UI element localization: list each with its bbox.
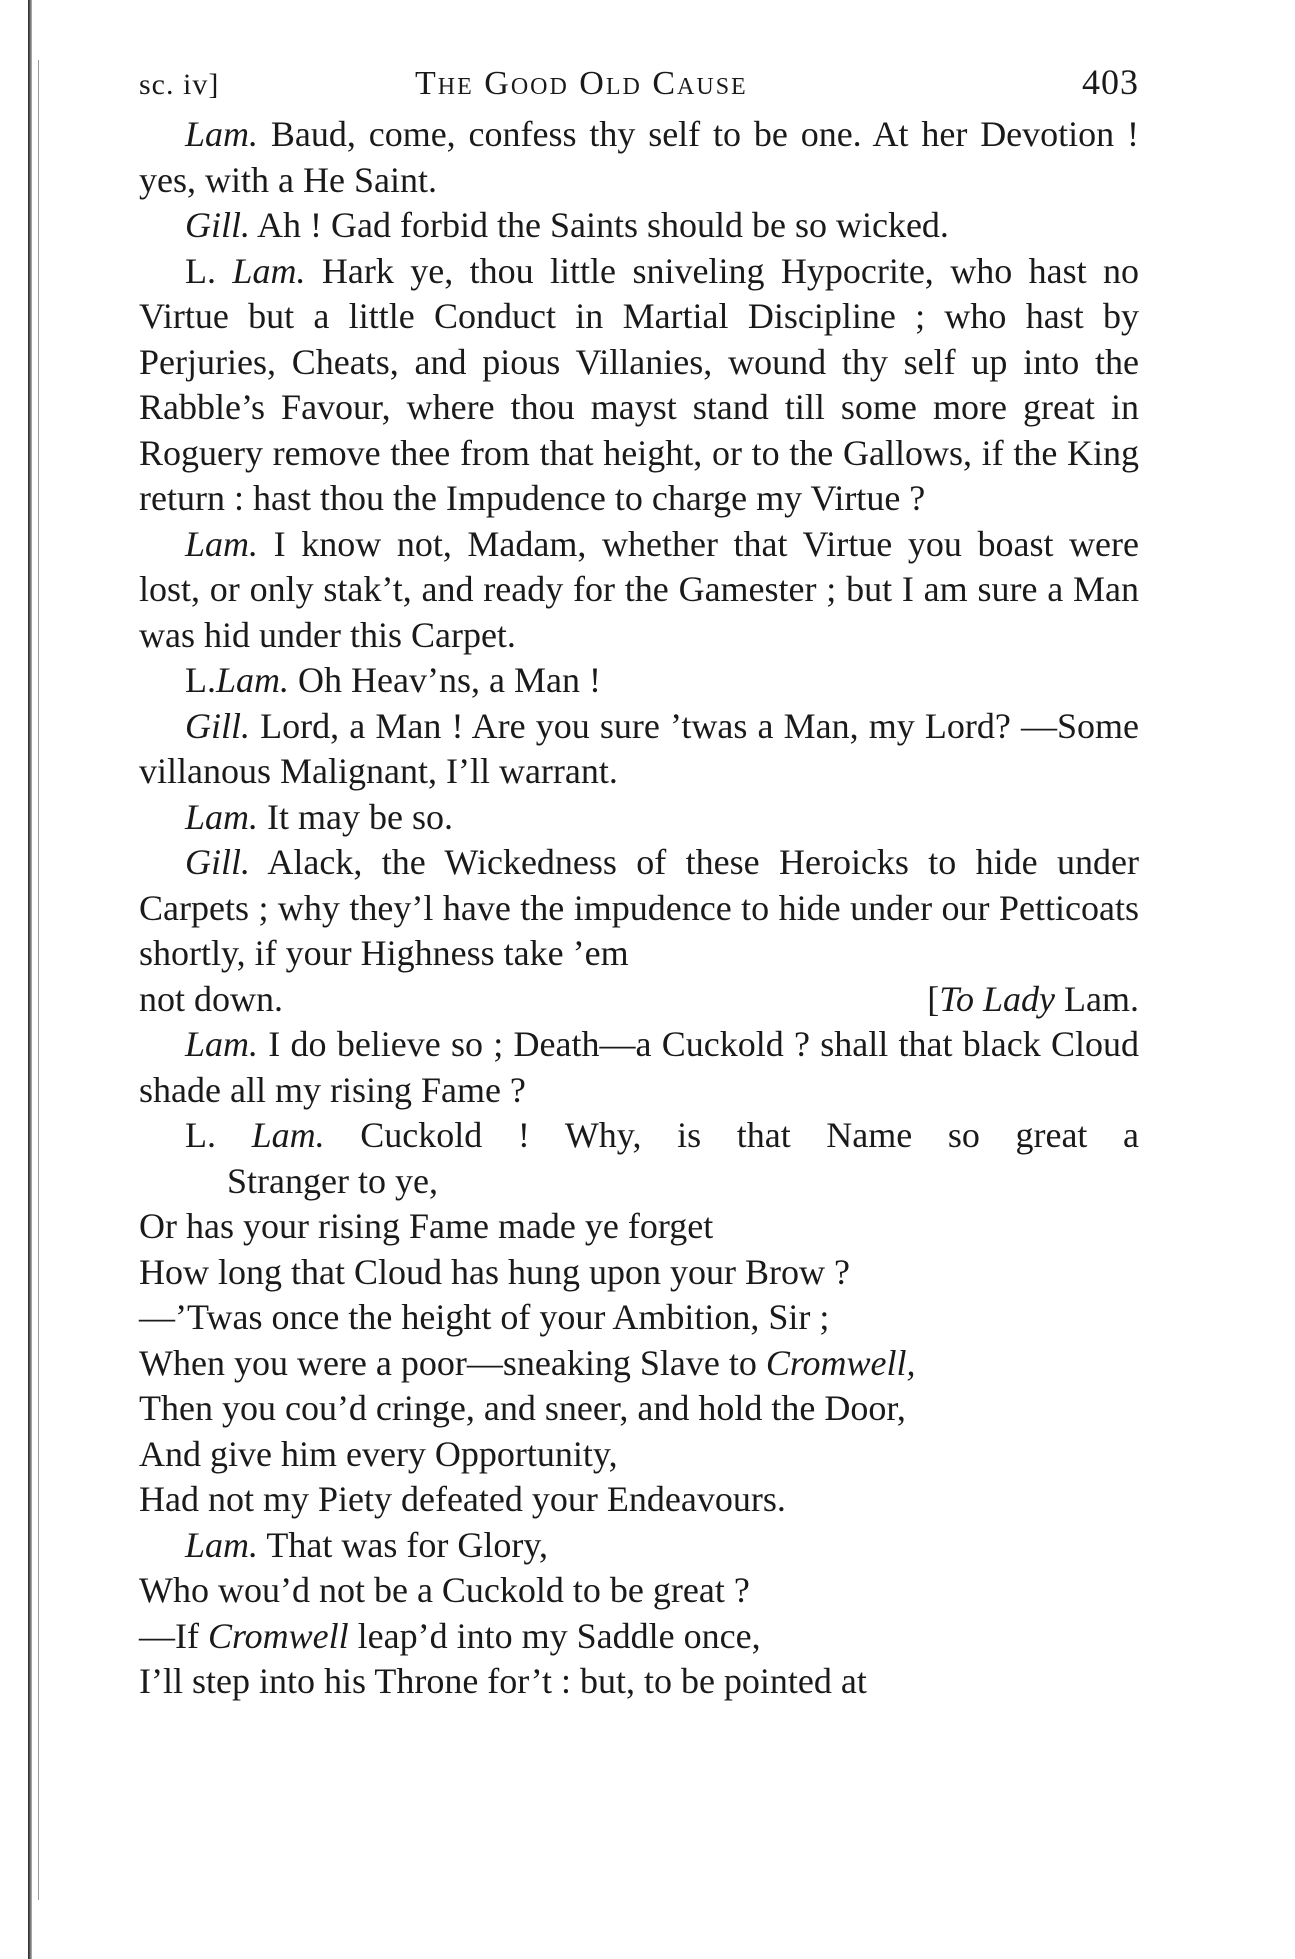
speech-text: I know not, Madam, whether that Virtue you boast were lost, or only stak’t, and ready for the Gamester ; but I am sure a Man was hid under this Carpet. [139, 523, 1140, 655]
speech-text-end: not down. [139, 978, 283, 1019]
verse-line: Who wou’d not be a Cuckold to be great ? [139, 1570, 750, 1610]
speech-2 [139, 203, 1139, 249]
verse-line [139, 1523, 1139, 1569]
running-header [139, 60, 1139, 112]
speaker-name: Lam. [185, 523, 259, 564]
speech-8-last-line [139, 977, 1139, 1023]
verse-line: —’Twas once the height of your Ambition, Sir ; [139, 1297, 830, 1337]
book-spine-shadow [28, 0, 32, 1959]
speech-text: Lord, a Man ! Are you sure ’twas a Man, my Lord? —Some villanous Malignant, I’ll warrant. [139, 705, 1139, 791]
verse-line [139, 1614, 1139, 1660]
speech-text: It may be so. [267, 796, 453, 837]
verse-turnover: Stranger to ye, [227, 1160, 438, 1201]
proper-name: Cromwell, [765, 1342, 916, 1383]
verse-line [139, 1113, 1139, 1159]
direction-name: Lam. [1064, 978, 1139, 1019]
verse-text: When you were a poor—sneaking Slave to [139, 1342, 757, 1383]
speaker-name: Lam. [185, 1024, 259, 1064]
speech-text: Hark ye, thou little sniveling Hypocrite, who hast no Virtue but a little Conduct in Martial Discipline ; who hast by Perjuries, Cheats, and pious Villanies, wound thy self up into the Rabble’s Favour, where thou mayst stand till some more great in Roguery remove thee from that height, or to the Gallows, if the King return : hast thou the Impudence to charge my Virtue ? [139, 250, 1140, 518]
speaker-name: Gill. [185, 705, 251, 746]
speech-8 [139, 840, 1139, 977]
speech-4 [139, 522, 1139, 659]
speech-text: I do believe so ; Death—a Cuckold ? shall that black Cloud shade all my rising Fame ? [139, 1024, 1139, 1110]
running-title: The Good Old Cause [415, 65, 748, 102]
verse-line: Then you cou’d cringe, and sneer, and hold the Door, [139, 1388, 906, 1428]
speaker-prefix: L. [185, 1115, 216, 1155]
verse-text: That was for Glory, [266, 1524, 548, 1565]
verse-line: I’ll step into his Throne for’t : but, to be pointed at [139, 1661, 867, 1701]
book-spine-line [38, 60, 39, 1900]
speech-11 [139, 1523, 1139, 1705]
verse-line: And give him every Opportunity, [139, 1433, 618, 1474]
speech-6 [139, 704, 1139, 795]
speech-1 [139, 112, 1139, 203]
speech-7 [139, 795, 1139, 841]
verse-text: leap’d into my Saddle once, [357, 1615, 761, 1656]
page-body [139, 60, 1139, 1705]
stage-direction [927, 977, 1139, 1023]
verse-line: Had not my Piety defeated your Endeavours. [139, 1479, 786, 1519]
speech-text: Oh Heav’ns, a Man ! [298, 660, 601, 700]
speaker-name: Lam. [185, 1524, 259, 1565]
speech-5 [139, 658, 1139, 704]
speech-9 [139, 1022, 1139, 1113]
speaker-name: Lam. [185, 796, 259, 837]
speaker-name: Gill. [185, 205, 251, 245]
speech-text: Alack, the Wickedness of these Heroicks to hide under Carpets ; why they’l have the impudence to hide under our Petticoats shortly, if your Highness take ’em [139, 842, 1139, 973]
direction-bracket: [ [927, 978, 940, 1019]
speech-text: Ah ! Gad forbid the Saints should be so wicked. [257, 205, 949, 245]
speech-3 [139, 249, 1139, 522]
page-number: 403 [1082, 62, 1139, 102]
verse-line: How long that Cloud has hung upon your Brow ? [139, 1251, 850, 1292]
proper-name: Cromwell [207, 1615, 349, 1656]
speaker-name: Gill. [185, 842, 251, 882]
verse-text: Cuckold ! Why, is that Name so great a [360, 1115, 1140, 1155]
direction-to: To Lady [939, 978, 1056, 1019]
scene-marker: sc. iv] [139, 68, 220, 101]
verse-line: Or has your rising Fame made ye forget [139, 1206, 714, 1246]
speaker-prefix: L. [185, 250, 216, 291]
speaker-name: Lam. [216, 660, 290, 700]
verse-line [139, 1341, 1139, 1387]
speaker-name: Lam. [251, 1115, 325, 1155]
speaker-name: Lam. [232, 250, 306, 291]
verse-text: —If [139, 1615, 199, 1656]
speaker-name: Lam. [185, 114, 259, 154]
speaker-prefix: L. [185, 660, 216, 700]
speech-text: Baud, come, confess thy self to be one. At her Devotion ! yes, with a He Saint. [139, 114, 1140, 200]
speech-10 [139, 1113, 1139, 1523]
